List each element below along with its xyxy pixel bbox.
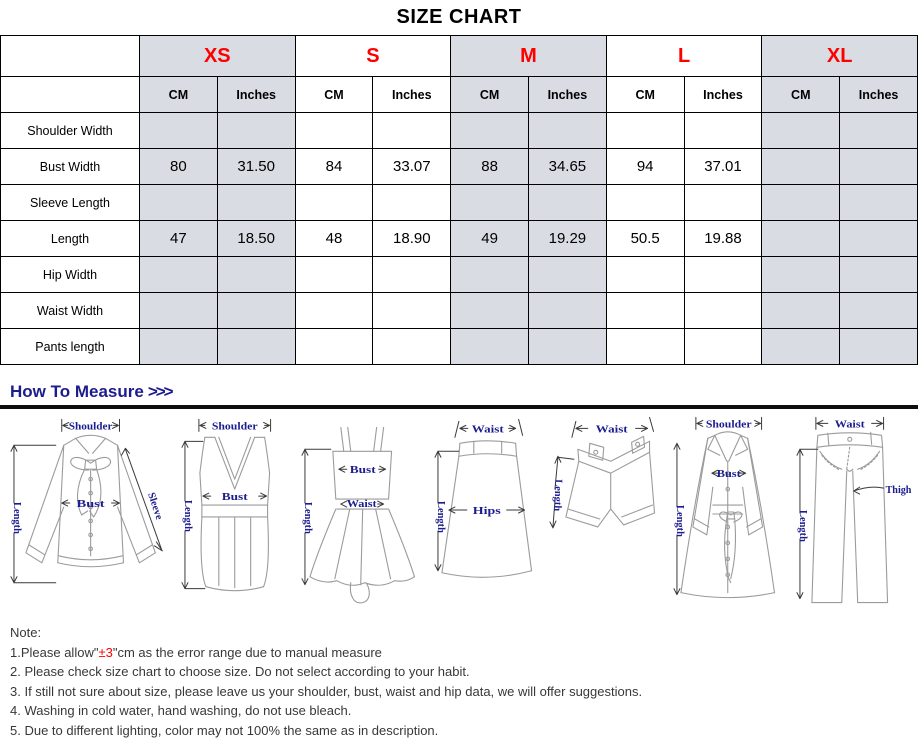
value-cell (373, 257, 451, 293)
value-cell (606, 185, 684, 221)
table-row-waist-width (1, 293, 918, 329)
value-cell (762, 185, 840, 221)
value-cell (140, 113, 218, 149)
skirt-figure (429, 415, 544, 611)
bust-label: Bust (349, 465, 377, 477)
table-row-sleeve-length (1, 185, 918, 221)
value-cell (451, 185, 529, 221)
value-cell (140, 257, 218, 293)
row-label: Sleeve Length (1, 185, 140, 221)
value-cell (451, 257, 529, 293)
shorts-figure (544, 415, 668, 611)
unit-cell: CM (295, 77, 373, 113)
note-heading: Note: (10, 625, 42, 640)
value-cell (451, 293, 529, 329)
page-title: SIZE CHART (396, 6, 522, 28)
value-cell (373, 329, 451, 365)
value-cell: 37.01 (684, 149, 762, 185)
value-cell (528, 329, 606, 365)
shoulder-label: Shoulder (68, 421, 113, 433)
unit-cell: CM (140, 77, 218, 113)
length-label: Length (10, 502, 22, 534)
value-cell (840, 185, 918, 221)
value-cell (840, 149, 918, 185)
value-cell (684, 113, 762, 149)
unit-cell: CM (606, 77, 684, 113)
length-label: Length (182, 500, 194, 532)
unit-cell: Inches (373, 77, 451, 113)
table-row-pants-length (1, 329, 918, 365)
size-header-xl: XL (762, 36, 918, 77)
value-cell: 47 (140, 221, 218, 257)
note1-prefix: 1.Please allow" (10, 644, 99, 660)
value-cell (373, 185, 451, 221)
unit-cell: Inches (217, 77, 295, 113)
size-chart-table (0, 35, 918, 365)
note-item-2: 2. Please check size chart to choose size. Do not select according to your habit. (10, 664, 470, 679)
length-label: Length (674, 505, 686, 537)
value-cell (684, 329, 762, 365)
value-cell (217, 293, 295, 329)
corner-cell (1, 36, 140, 77)
unit-cell: Inches (528, 77, 606, 113)
unit-header-row (1, 77, 918, 113)
value-cell (684, 185, 762, 221)
value-cell: 18.50 (217, 221, 295, 257)
value-cell (451, 329, 529, 365)
value-cell (373, 293, 451, 329)
length-label: Length (551, 479, 564, 512)
row-label: Waist Width (1, 293, 140, 329)
unit-cell: Inches (684, 77, 762, 113)
value-cell (140, 329, 218, 365)
value-cell (840, 221, 918, 257)
value-cell: 18.90 (373, 221, 451, 257)
note-item-5: 5. Due to different lighting, color may not 100% the same as in description. (10, 722, 439, 738)
value-cell (840, 113, 918, 149)
value-cell (528, 113, 606, 149)
how-to-measure-text: How To Measure (10, 382, 144, 401)
value-cell (217, 329, 295, 365)
note-item-1 (10, 643, 918, 663)
value-cell (295, 113, 373, 149)
value-cell (295, 257, 373, 293)
value-cell: 31.50 (217, 149, 295, 185)
coat-figure (668, 415, 787, 611)
value-cell (140, 293, 218, 329)
value-cell: 33.07 (373, 149, 451, 185)
sleeve-label: Sleeve (145, 491, 165, 522)
value-cell (606, 293, 684, 329)
hips-label: Hips (472, 505, 501, 517)
row-label: Shoulder Width (1, 113, 140, 149)
row-label: Bust Width (1, 149, 140, 185)
value-cell (528, 185, 606, 221)
value-cell (762, 293, 840, 329)
value-cell (684, 257, 762, 293)
unit-cell: Inches (840, 77, 918, 113)
corner-cell (1, 77, 140, 113)
bust-label: Bust (716, 469, 742, 481)
value-cell (762, 149, 840, 185)
value-cell (762, 329, 840, 365)
value-cell (217, 257, 295, 293)
value-cell (451, 113, 529, 149)
value-cell (840, 329, 918, 365)
waist-label: Waist (346, 499, 377, 511)
size-header-s: S (295, 36, 451, 77)
value-cell (606, 329, 684, 365)
waist-label: Waist (471, 424, 505, 436)
row-label: Hip Width (1, 257, 140, 293)
row-label: Length (1, 221, 140, 257)
length-label: Length (796, 509, 808, 542)
length-label: Length (301, 502, 313, 534)
value-cell (606, 113, 684, 149)
pants-figure (788, 415, 912, 611)
size-header-l: L (606, 36, 762, 77)
row-label: Pants length (1, 329, 140, 365)
value-cell: 19.88 (684, 221, 762, 257)
table-row-shoulder-width (1, 113, 918, 149)
bust-label: Bust (222, 492, 249, 504)
value-cell: 80 (140, 149, 218, 185)
value-cell: 49 (451, 221, 529, 257)
value-cell (840, 257, 918, 293)
size-header-xs: XS (140, 36, 296, 77)
value-cell (684, 293, 762, 329)
value-cell (140, 185, 218, 221)
length-label: Length (435, 501, 447, 533)
value-cell (295, 185, 373, 221)
value-cell (762, 221, 840, 257)
value-cell: 88 (451, 149, 529, 185)
value-cell (217, 185, 295, 221)
dress-figure (295, 415, 429, 611)
note-item-4: 4. Washing in cold water, hand washing, do not use bleach. (10, 703, 352, 718)
value-cell (295, 293, 373, 329)
size-header-row (1, 36, 918, 77)
measure-figures (0, 409, 918, 615)
waist-label: Waist (595, 424, 628, 436)
note1-suffix: "cm as the error range due to manual measure (112, 644, 382, 660)
value-cell (528, 293, 606, 329)
waist-label: Waist (834, 419, 865, 431)
shoulder-label: Shoulder (705, 419, 753, 431)
notes-section (0, 615, 918, 740)
value-cell (373, 113, 451, 149)
size-header-m: M (451, 36, 607, 77)
unit-cell: CM (451, 77, 529, 113)
note1-tolerance: ±3 (98, 644, 113, 660)
thigh-label: Thigh (885, 485, 912, 497)
blouse-figure (6, 415, 175, 611)
table-row-length (1, 221, 918, 257)
value-cell: 50.5 (606, 221, 684, 257)
value-cell: 34.65 (528, 149, 606, 185)
value-cell: 94 (606, 149, 684, 185)
chevrons-icon: >>> (147, 382, 172, 401)
tank-top-figure (175, 415, 294, 611)
value-cell: 84 (295, 149, 373, 185)
shoulder-label: Shoulder (212, 421, 259, 433)
value-cell (528, 257, 606, 293)
bust-label: Bust (76, 499, 106, 511)
value-cell (606, 257, 684, 293)
value-cell: 19.29 (528, 221, 606, 257)
table-row-hip-width (1, 257, 918, 293)
table-row-bust-width (1, 149, 918, 185)
note-item-3: 3. If still not sure about size, please leave us your shoulder, bust, waist and hip data, we will offer suggestions. (10, 683, 643, 699)
unit-cell: CM (762, 77, 840, 113)
value-cell (762, 257, 840, 293)
how-to-measure-heading (10, 382, 918, 402)
value-cell (840, 293, 918, 329)
value-cell: 48 (295, 221, 373, 257)
value-cell (217, 113, 295, 149)
value-cell (295, 329, 373, 365)
value-cell (762, 113, 840, 149)
